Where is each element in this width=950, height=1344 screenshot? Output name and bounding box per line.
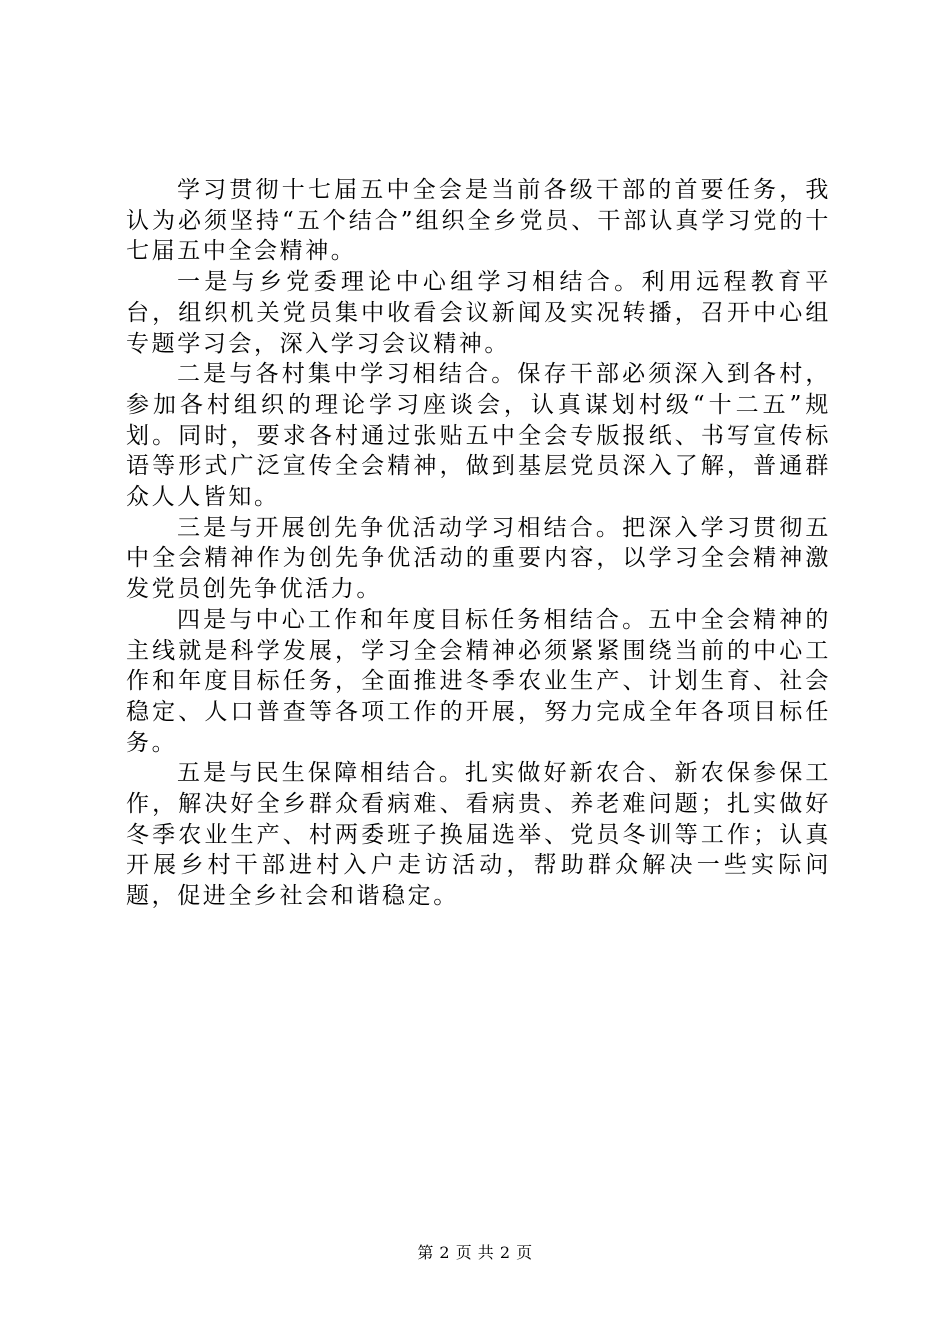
paragraph-point-5: 五是与民生保障相结合。扎实做好新农合、新农保参保工作，解决好全乡群众看病难、看病贵、养老难问题；扎实做好冬季农业生产、村两委班子换届选举、党员冬训等工作；认真开展乡村干部进村入户走访活动，帮助群众解决一些实际问题，促进全乡社会和谐稳定。 xyxy=(126,760,831,910)
paragraph-point-2: 二是与各村集中学习相结合。保存干部必须深入到各村，参加各村组织的理论学习座谈会，认真谋划村级“十二五”规划。同时，要求各村通过张贴五中全会专版报纸、书写宣传标语等形式广泛宣传全会精神，做到基层党员深入了解，普通群众人人皆知。 xyxy=(126,361,831,511)
document-body xyxy=(126,175,831,912)
paragraph-point-3: 三是与开展创先争优活动学习相结合。把深入学习贯彻五中全会精神作为创先争优活动的重要内容，以学习全会精神激发党员创先争优活力。 xyxy=(126,514,831,603)
page-number-footer: 第 2 页 共 2 页 xyxy=(417,1243,533,1262)
paragraph-point-4: 四是与中心工作和年度目标任务相结合。五中全会精神的主线就是科学发展，学习全会精神必须紧紧围绕当前的中心工作和年度目标任务，全面推进冬季农业生产、计划生育、社会稳定、人口普查等各项工作的开展，努力完成全年各项目标任务。 xyxy=(126,606,831,756)
paragraph-intro: 学习贯彻十七届五中全会是当前各级干部的首要任务，我认为必须坚持“五个结合”组织全乡党员、干部认真学习党的十七届五中全会精神。 xyxy=(126,177,831,265)
paragraph-point-1: 一是与乡党委理论中心组学习相结合。利用远程教育平台，组织机关党员集中收看会议新闻及实况转播，召开中心组专题学习会，深入学习会议精神。 xyxy=(126,269,831,357)
